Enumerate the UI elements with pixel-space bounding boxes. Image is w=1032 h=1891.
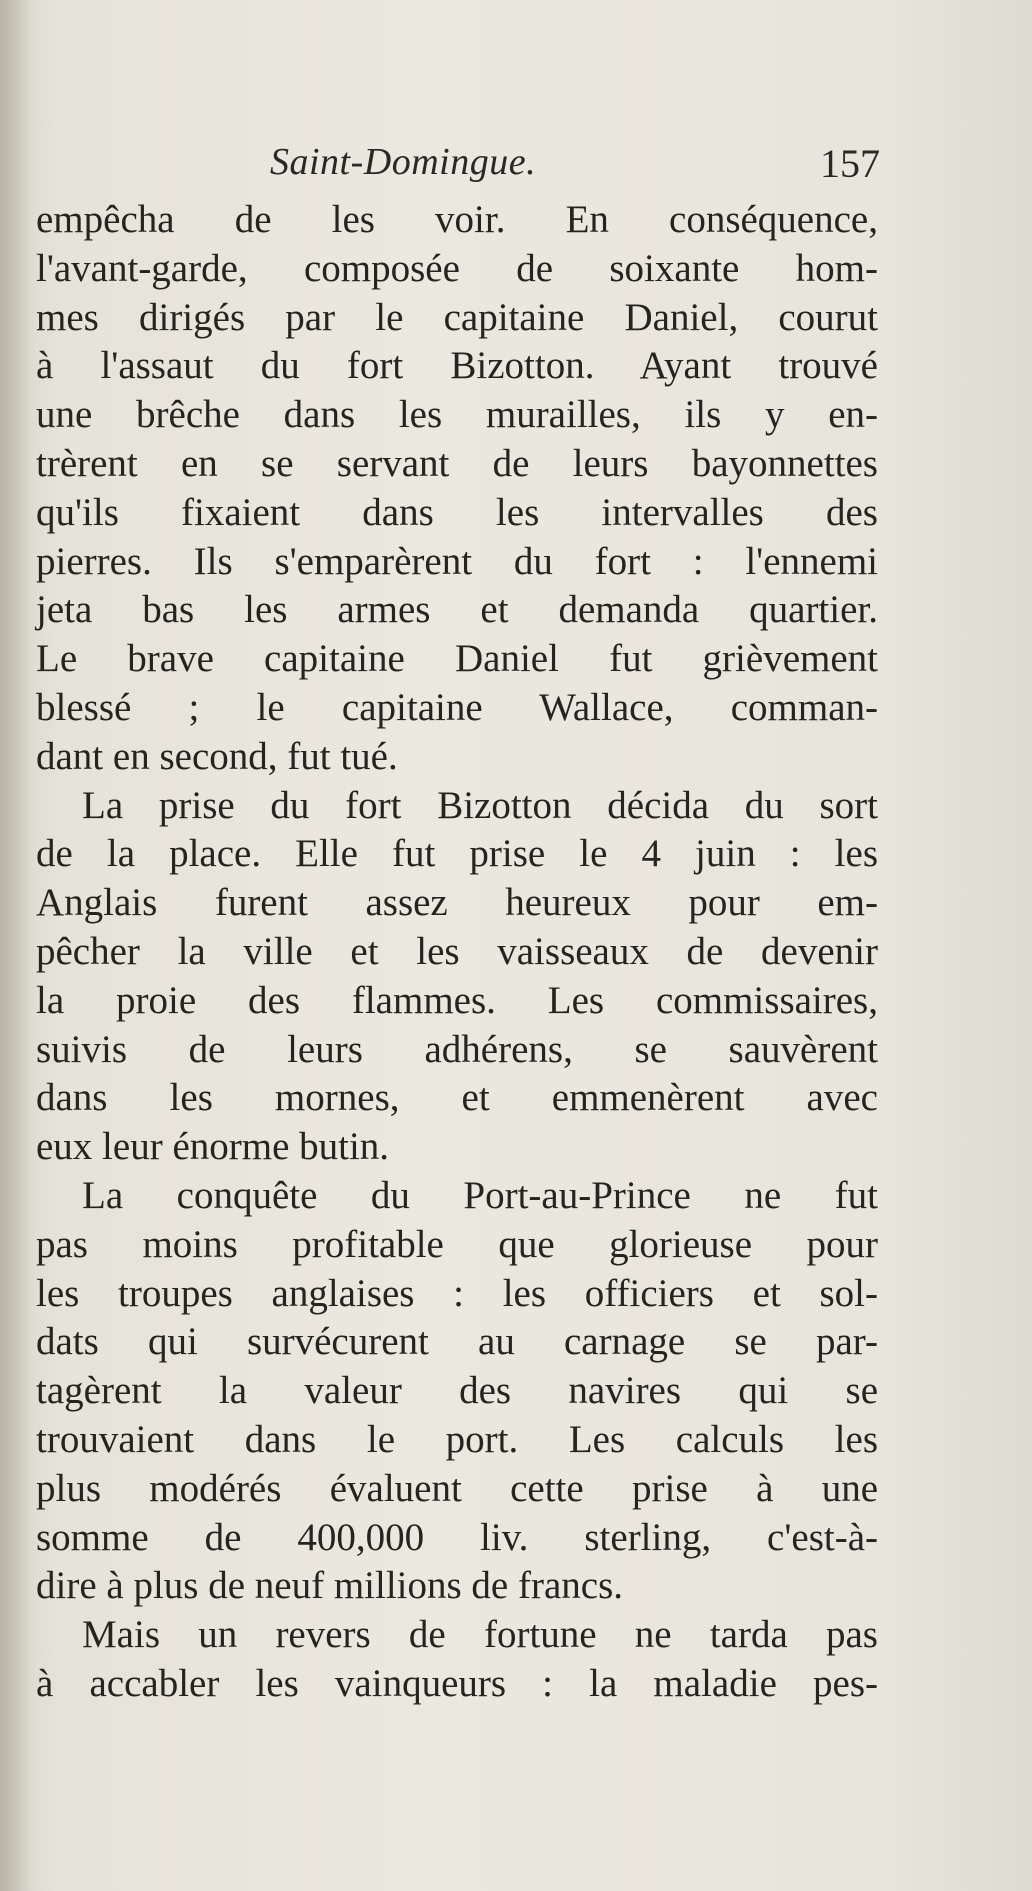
text-line: mes dirigés par le capitaine Daniel, courut bbox=[36, 295, 878, 339]
page-number: 157 bbox=[820, 141, 880, 186]
text-line: La conquête du Port-au-Prince ne fut bbox=[82, 1173, 878, 1217]
text-line: eux leur énorme butin. bbox=[36, 1125, 390, 1169]
text-line: suivis de leurs adhérens, se sauvèrent bbox=[36, 1027, 878, 1071]
text-line: les troupes anglaises : les officiers et sol- bbox=[36, 1271, 878, 1315]
text-line: empêcha de les voir. En conséquence, bbox=[36, 198, 878, 241]
body-text bbox=[36, 196, 878, 1709]
text-line: jeta bas les armes et demanda quartier. bbox=[36, 588, 878, 632]
text-line: La prise du fort Bizotton décida du sort bbox=[82, 783, 878, 827]
text-line: pas moins profitable que glorieuse pour bbox=[36, 1222, 878, 1266]
text-line: dire à plus de neuf millions de francs. bbox=[36, 1564, 623, 1608]
page-gutter-shadow bbox=[0, 0, 34, 1891]
text-line: dans les mornes, et emmenèrent avec bbox=[36, 1076, 878, 1120]
paragraph-3 bbox=[36, 1172, 878, 1611]
text-line: à l'assaut du fort Bizotton. Ayant trouvé bbox=[36, 344, 878, 388]
text-line: blessé ; le capitaine Wallace, comman- bbox=[36, 685, 878, 729]
running-head: Saint-Domingue. bbox=[270, 141, 537, 183]
text-line: trouvaient dans le port. Les calculs les bbox=[36, 1417, 878, 1461]
text-line: somme de 400,000 liv. sterling, c'est-à- bbox=[36, 1515, 878, 1559]
text-line: trèrent en se servant de leurs bayonnettes bbox=[36, 441, 878, 485]
text-line: pêcher la ville et les vaisseaux de devenir bbox=[36, 929, 878, 973]
paragraph-1 bbox=[36, 196, 878, 782]
text-line: dant en second, fut tué. bbox=[36, 734, 398, 778]
text-line: Anglais furent assez heureux pour em- bbox=[36, 881, 878, 925]
text-line: l'avant-garde, composée de soixante hom- bbox=[36, 246, 878, 290]
text-line: Le brave capitaine Daniel fut grièvement bbox=[36, 637, 878, 681]
text-line: à accabler les vainqueurs : la maladie pes- bbox=[36, 1661, 878, 1705]
text-line: de la place. Elle fut prise le 4 juin : les bbox=[36, 832, 878, 876]
text-line: Mais un revers de fortune ne tarda pas bbox=[82, 1613, 878, 1657]
text-line: la proie des flammes. Les commissaires, bbox=[36, 978, 878, 1022]
text-line: tagèrent la valeur des navires qui se bbox=[36, 1369, 878, 1413]
page-header bbox=[270, 140, 880, 192]
text-line: plus modérés évaluent cette prise à une bbox=[36, 1466, 878, 1510]
paragraph-2 bbox=[36, 782, 878, 1172]
text-line: qu'ils fixaient dans les intervalles des bbox=[36, 490, 878, 534]
text-line: pierres. Ils s'emparèrent du fort : l'ennemi bbox=[36, 539, 878, 583]
text-line: dats qui survécurent au carnage se par- bbox=[36, 1320, 878, 1364]
text-line: une brêche dans les murailles, ils y en- bbox=[36, 393, 878, 437]
paragraph-4 bbox=[36, 1611, 878, 1709]
